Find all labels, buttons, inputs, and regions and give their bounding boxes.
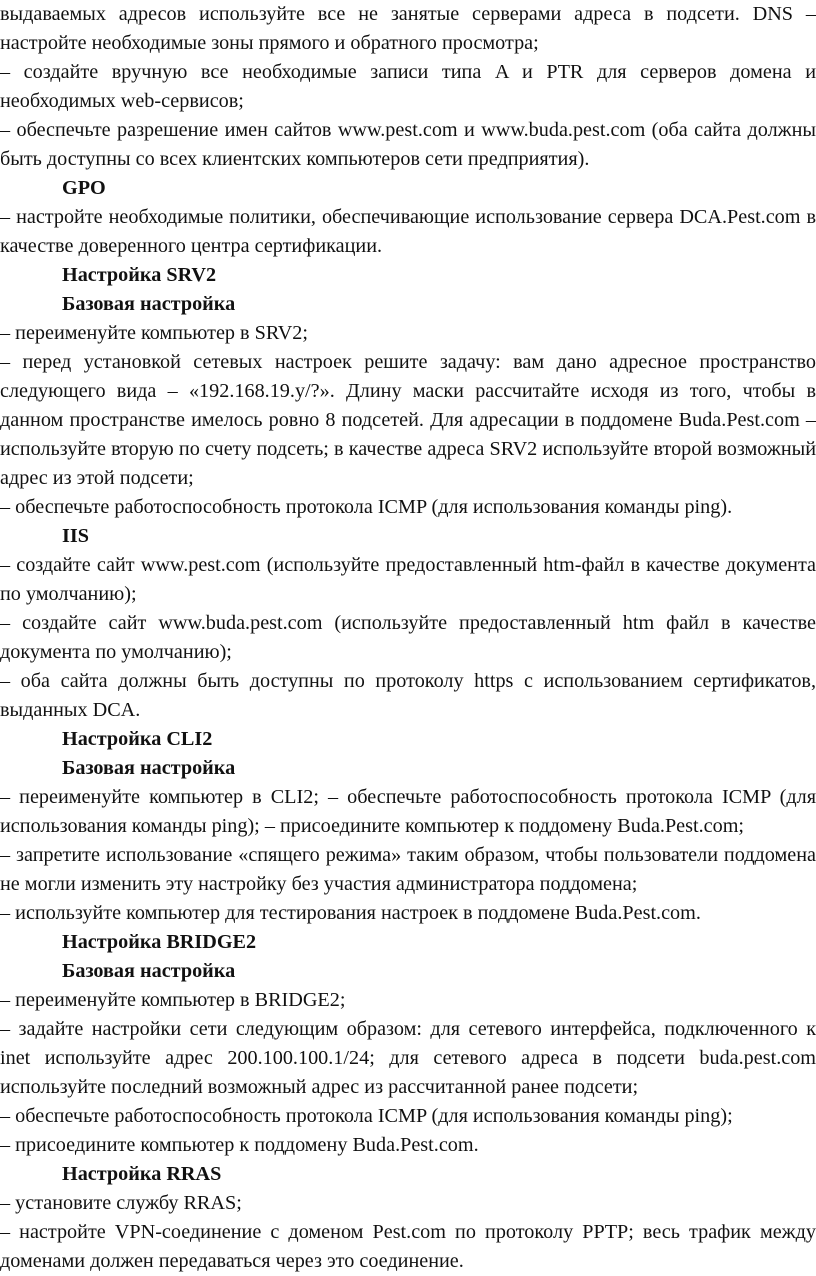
paragraph-create-records: – создайте вручную все необходимые записи типа A и PTR для серверов домена и необходимых web-сервисов; <box>0 61 816 112</box>
heading-bridge2: Настройка BRIDGE2 <box>62 931 257 953</box>
heading-bridge2-basic: Базовая настройка <box>62 960 236 982</box>
paragraph-srv2-network: – перед установкой сетевых настроек решите задачу: вам дано адресное пространство следующего вида – «192.168.19.y/?». Длину маски рассчитайте исходя из того, чтобы в данном пространстве имелось ровно 8 подсетей. Для адресации в поддомене Buda.Pest.com – используйте вторую по счету подсеть; в качестве адреса SRV2 используйте второй возможный адрес из этой подсети; <box>0 351 816 489</box>
paragraph-cli2-testing: – используйте компьютер для тестирования настроек в поддомене Buda.Pest.com. <box>0 902 701 924</box>
paragraph-site-resolution: – обеспечьте разрешение имен сайтов www.pest.com и www.buda.pest.com (оба сайта должны быть доступны со всех клиентских компьютеров сети предприятия). <box>0 119 816 170</box>
paragraph-dns-addresses: выдаваемых адресов используйте все не занятые серверами адреса в подсети. DNS – настройте необходимые зоны прямого и обратного просмотра; <box>0 3 816 54</box>
paragraph-srv2-rename: – переименуйте компьютер в SRV2; <box>0 322 308 344</box>
paragraph-iis-https: – оба сайта должны быть доступны по протоколу https с использованием сертификатов, выданных DCA. <box>0 670 816 721</box>
paragraph-bridge2-join: – присоедините компьютер к поддомену Buda.Pest.com. <box>0 1134 479 1156</box>
heading-srv2-basic: Базовая настройка <box>62 293 236 315</box>
paragraph-cli2-sleep: – запретите использование «спящего режима» таким образом, чтобы пользователи поддомена не могли изменить эту настройку без участия администратора поддомена; <box>0 844 816 895</box>
paragraph-bridge2-network: – задайте настройки сети следующим образом: для сетевого интерфейса, подключенного к inet используйте адрес 200.100.100.1/24; для сетевого адреса в подсети buda.pest.com используйте последний возможный адрес из рассчитанной ранее подсети; <box>0 1018 816 1098</box>
heading-rras: Настройка RRAS <box>62 1163 222 1185</box>
paragraph-bridge2-rename: – переименуйте компьютер в BRIDGE2; <box>0 989 346 1011</box>
heading-cli2-basic: Базовая настройка <box>62 757 236 779</box>
paragraph-rras-install: – установите службу RRAS; <box>0 1192 242 1214</box>
paragraph-srv2-icmp: – обеспечьте работоспособность протокола ICMP (для использования команды ping). <box>0 496 733 518</box>
paragraph-gpo-policies: – настройте необходимые политики, обеспечивающие использование сервера DCA.Pest.com в качестве доверенного центра сертификации. <box>0 206 816 257</box>
heading-srv2: Настройка SRV2 <box>62 264 217 286</box>
heading-iis: IIS <box>62 525 89 547</box>
paragraph-iis-pest: – создайте сайт www.pest.com (используйте предоставленный htm-файл в качестве документа по умолчанию); <box>0 554 816 605</box>
heading-gpo: GPO <box>62 177 106 199</box>
paragraph-iis-buda: – создайте сайт www.buda.pest.com (используйте предоставленный htm файл в качестве документа по умолчанию); <box>0 612 816 663</box>
heading-cli2: Настройка CLI2 <box>62 728 213 750</box>
paragraph-bridge2-icmp: – обеспечьте работоспособность протокола ICMP (для использования команды ping); <box>0 1105 733 1127</box>
paragraph-rras-vpn: – настройте VPN-соединение с доменом Pest.com по протоколу PPTP; весь трафик между доменами должен передаваться через это соединение. <box>0 1221 816 1272</box>
paragraph-cli2-rename: – переименуйте компьютер в CLI2; – обеспечьте работоспособность протокола ICMP (для использования команды ping); – присоедините компьютер к поддомену Buda.Pest.com; <box>0 786 816 837</box>
